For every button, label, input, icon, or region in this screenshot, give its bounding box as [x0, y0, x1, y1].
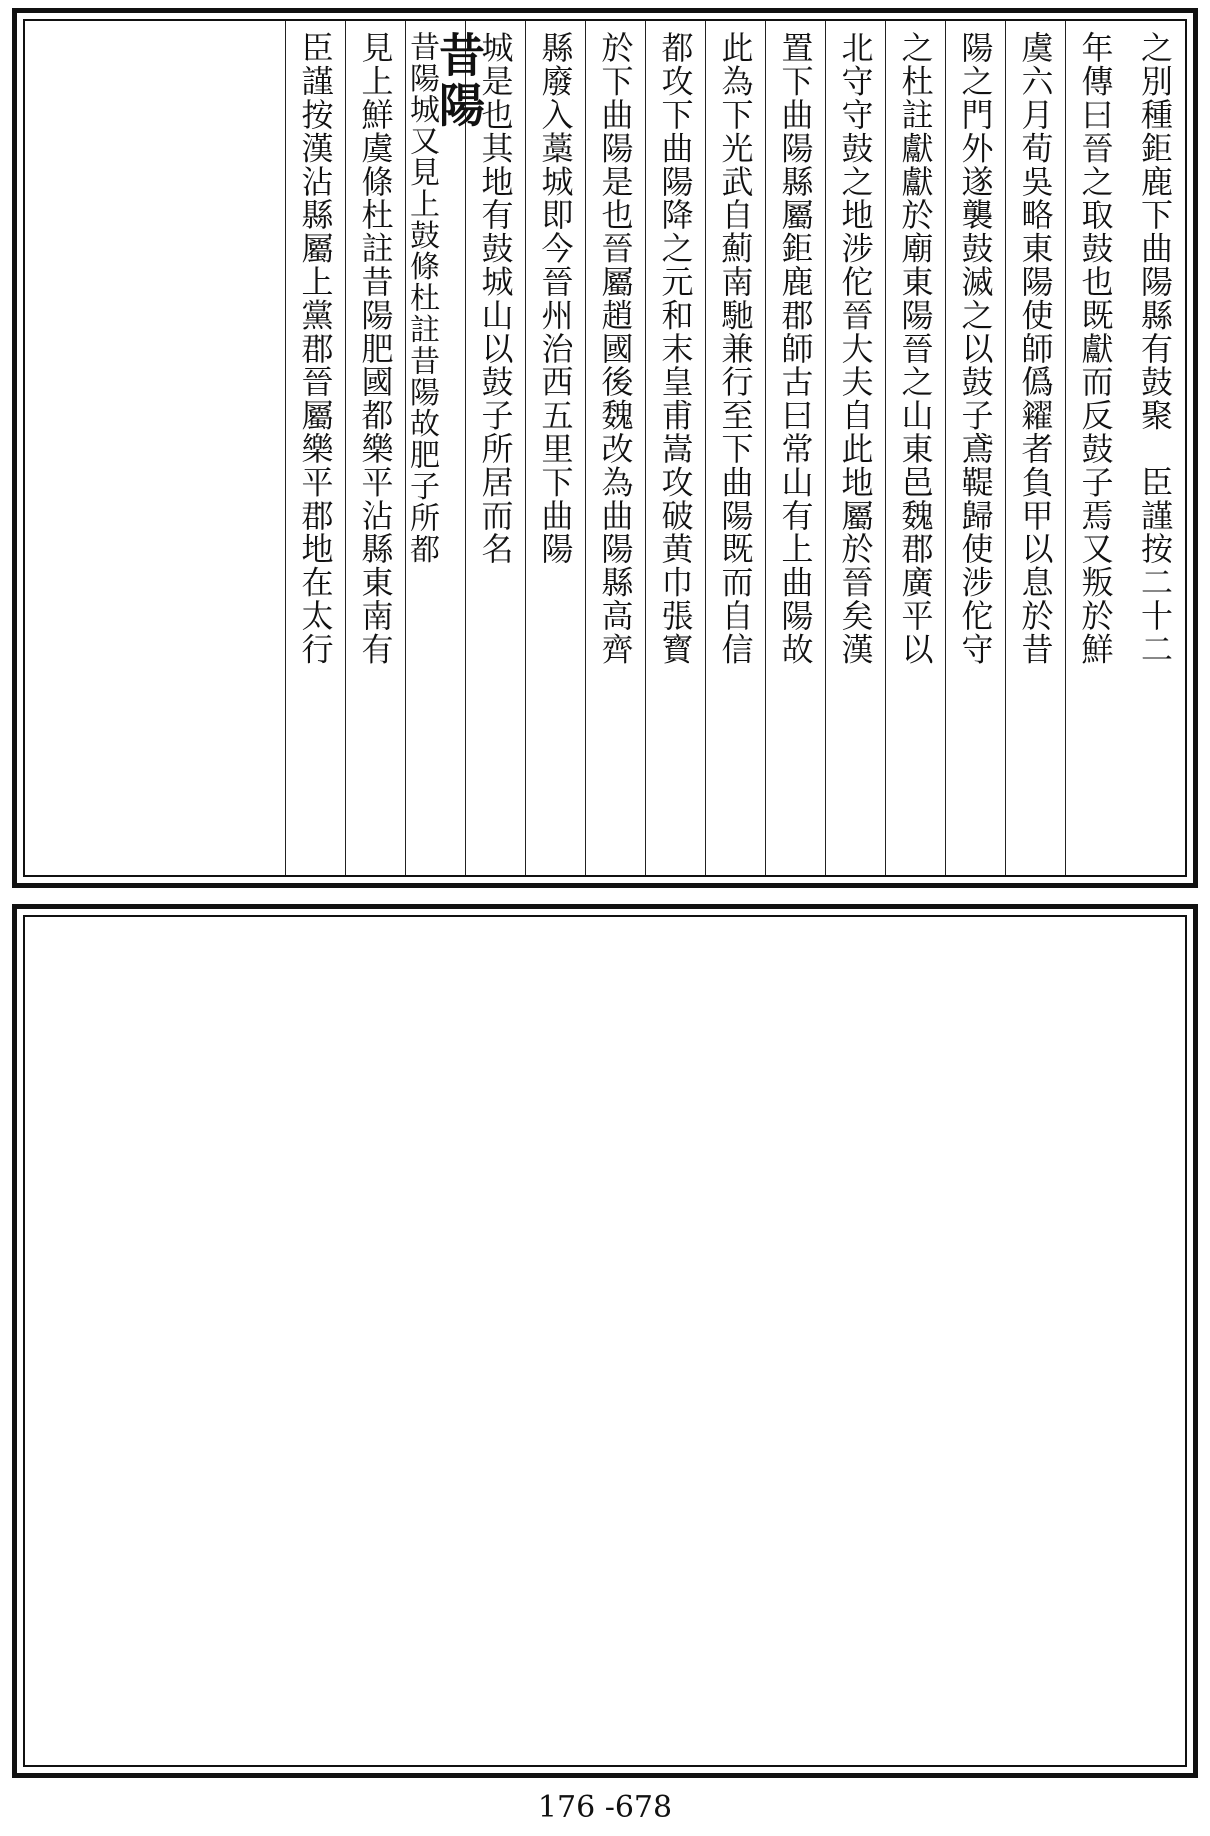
- text-column: 此為下光武自薊南馳兼行至下曲陽既而自信: [705, 21, 765, 875]
- text-column: 虞六月荀吳略東陽使師僞糴者負甲以息於昔: [1005, 21, 1065, 875]
- text-column: 於下曲陽是也晉屬趙國後魏改為曲陽縣高齊: [585, 21, 645, 875]
- text-column: 見上鮮虞條杜註昔陽肥國都樂平沾縣東南有: [345, 21, 405, 875]
- text-column: 之別種鉅鹿下曲陽縣有鼓聚 臣謹按二十二: [1136, 31, 1174, 666]
- text-column: 都攻下曲陽降之元和末皇甫嵩攻破黄巾張寳: [645, 21, 705, 875]
- top-page-inner-border: [23, 19, 1187, 877]
- text-column: 城是也其地有鼓城山以鼓子所居而名: [465, 21, 525, 875]
- heading-column: 昔陽 昔陽城又見上鼓條杜註昔陽故肥子所都: [405, 21, 465, 875]
- text-column: 陽之門外遂襲鼓滅之以鼓子鳶鞮歸使涉佗守: [945, 21, 1005, 875]
- entry-heading: 昔陽: [432, 31, 486, 131]
- bottom-page-frame: [12, 904, 1198, 1778]
- page-number: 176 -678: [537, 1790, 673, 1825]
- text-column: 年傳曰晉之取鼓也既獻而反鼓子焉又叛於鮮: [1065, 21, 1125, 875]
- top-page-frame: [12, 8, 1198, 888]
- text-column: 之杜註獻獻於廟東陽晉之山東邑魏郡廣平以: [885, 21, 945, 875]
- bottom-page-inner-border: [23, 915, 1187, 1767]
- text-column: 置下曲陽縣屬鉅鹿郡師古曰常山有上曲陽故: [765, 21, 825, 875]
- text-column: 北守守鼓之地涉佗晉大夫自此地屬於晉矣漢: [825, 21, 885, 875]
- text-column: 臣謹按漢沾縣屬上黨郡晉屬樂平郡地在太行: [285, 21, 345, 875]
- text-column: 縣廢入藁城即今晉州治西五里下曲陽: [525, 21, 585, 875]
